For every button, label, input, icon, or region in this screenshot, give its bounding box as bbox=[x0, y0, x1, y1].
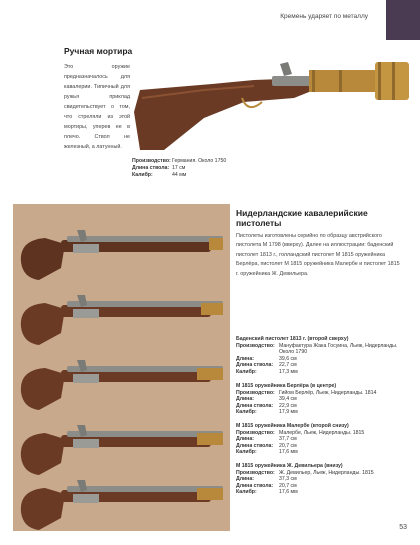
spec-row bbox=[132, 165, 226, 172]
spec-label: Калибр: bbox=[132, 172, 153, 178]
spec-row bbox=[236, 476, 401, 483]
spec-heading: М 1815 оружейника Берлёра (в центре) bbox=[236, 383, 337, 389]
section-title-cavalry-pistols: Нидерландские кавалерийские пистолеты bbox=[236, 208, 368, 228]
pistol-spec-block bbox=[236, 383, 401, 416]
spec-value: 17,9 мм bbox=[279, 409, 298, 416]
section-body-hand-mortar: Это оружие предназначалось для кавалерии. Типичный для ружья приклад свидетельствует о том, что стреляли из этой мортиры, уперев ее в плечо. Ствол не железный, а латунный. bbox=[64, 64, 130, 150]
spec-value: Гийом Берлёр, Льеж, Нидерланды. 1814 bbox=[279, 389, 377, 396]
spec-value: Германия. Около 1750 bbox=[172, 158, 227, 164]
spec-value: 39,4 см bbox=[279, 396, 297, 403]
spec-label: Длина ствола: bbox=[236, 362, 274, 369]
spec-value: 17,6 мм bbox=[279, 489, 298, 496]
spec-label: Производство: bbox=[236, 429, 275, 436]
spec-row bbox=[236, 489, 401, 496]
spec-label: Длина ствола: bbox=[236, 482, 274, 489]
spec-row bbox=[132, 172, 226, 179]
spec-row bbox=[236, 409, 401, 416]
spec-value: 20,7 см bbox=[279, 442, 297, 449]
chapter-tab bbox=[386, 0, 420, 40]
spec-heading: М 1815 оружейника Малербе (второй снизу) bbox=[236, 423, 349, 429]
pistol-spec-block bbox=[236, 423, 401, 456]
spec-value: Ж. Девильер, Льеж, Нидерланды. 1815 bbox=[279, 469, 374, 476]
spec-row bbox=[236, 390, 401, 397]
spec-row bbox=[236, 449, 401, 456]
spec-row bbox=[236, 403, 401, 410]
spec-label: Длина: bbox=[236, 476, 254, 483]
spec-label: Калибр: bbox=[236, 409, 257, 416]
spec-value: 17,6 мм bbox=[279, 449, 298, 456]
page-header bbox=[0, 0, 420, 40]
spec-value: 37,3 см bbox=[279, 476, 297, 483]
spec-label: Длина ствола: bbox=[236, 442, 274, 449]
spec-row bbox=[236, 470, 401, 477]
running-title: Кремень ударяет по металлу bbox=[280, 13, 368, 20]
pistol-spec-block bbox=[236, 463, 401, 496]
spec-label: Длина: bbox=[236, 355, 254, 362]
mortar-specs bbox=[132, 158, 226, 179]
spec-row bbox=[236, 443, 401, 450]
spec-row bbox=[236, 436, 401, 443]
pistols-photo bbox=[13, 204, 230, 531]
spec-value: 44 мм bbox=[172, 172, 187, 178]
spec-row bbox=[236, 356, 401, 363]
spec-heading: Баденский пистолет 1813 г. (второй сверху) bbox=[236, 336, 349, 342]
spec-value: 17,3 мм bbox=[279, 368, 298, 375]
spec-row bbox=[236, 343, 401, 356]
pistol-spec-block bbox=[236, 336, 401, 376]
spec-value: Мануфактура Жака Госуина, Льеж, Нидерланды. Около 1790 bbox=[279, 342, 398, 356]
spec-row bbox=[132, 158, 226, 165]
spec-label: Калибр: bbox=[236, 449, 257, 456]
spec-heading: М 1815 оружейника Ж. Девильера (внизу) bbox=[236, 463, 343, 469]
spec-value: 20,7 см bbox=[279, 482, 297, 489]
spec-row bbox=[236, 369, 401, 376]
section-body-cavalry-pistols: Пистолеты изготовлены серийно по образцу австрийского пистолета М 1798 (вверху). Далее на иллюстрации: баденский пистолет 1813 г., голландский пистолет М 1815 оружейника Берлёра, пистолет М 1815 оружейника Малербе и пистолет 1815 г. оружейника Ж. Девильера. bbox=[236, 233, 400, 277]
page-number: 53 bbox=[399, 524, 407, 531]
spec-label: Производство: bbox=[236, 342, 275, 349]
spec-row bbox=[236, 362, 401, 369]
spec-label: Длина ствола: bbox=[236, 402, 274, 409]
spec-label: Производство: bbox=[236, 469, 275, 476]
spec-value: 22,9 см bbox=[279, 402, 297, 409]
spec-label: Длина: bbox=[236, 396, 254, 403]
spec-label: Производство: bbox=[236, 389, 275, 396]
spec-value: 17 см bbox=[172, 165, 186, 171]
spec-row bbox=[236, 483, 401, 490]
spec-value: 37,7 см bbox=[279, 436, 297, 443]
spec-row bbox=[236, 430, 401, 437]
spec-label: Калибр: bbox=[236, 368, 257, 375]
spec-value: Малербе, Льеж, Нидерланды. 1815 bbox=[279, 429, 365, 436]
spec-row bbox=[236, 396, 401, 403]
hand-mortar-image bbox=[134, 40, 412, 155]
spec-label: Длина: bbox=[236, 436, 254, 443]
spec-label: Длина ствола: bbox=[132, 165, 170, 171]
spec-value: 22,7 см bbox=[279, 362, 297, 369]
section-title-hand-mortar: Ручная мортира bbox=[64, 46, 133, 56]
spec-value: 39,6 см bbox=[279, 355, 297, 362]
spec-label: Калибр: bbox=[236, 489, 257, 496]
spec-label: Производство: bbox=[132, 158, 171, 164]
